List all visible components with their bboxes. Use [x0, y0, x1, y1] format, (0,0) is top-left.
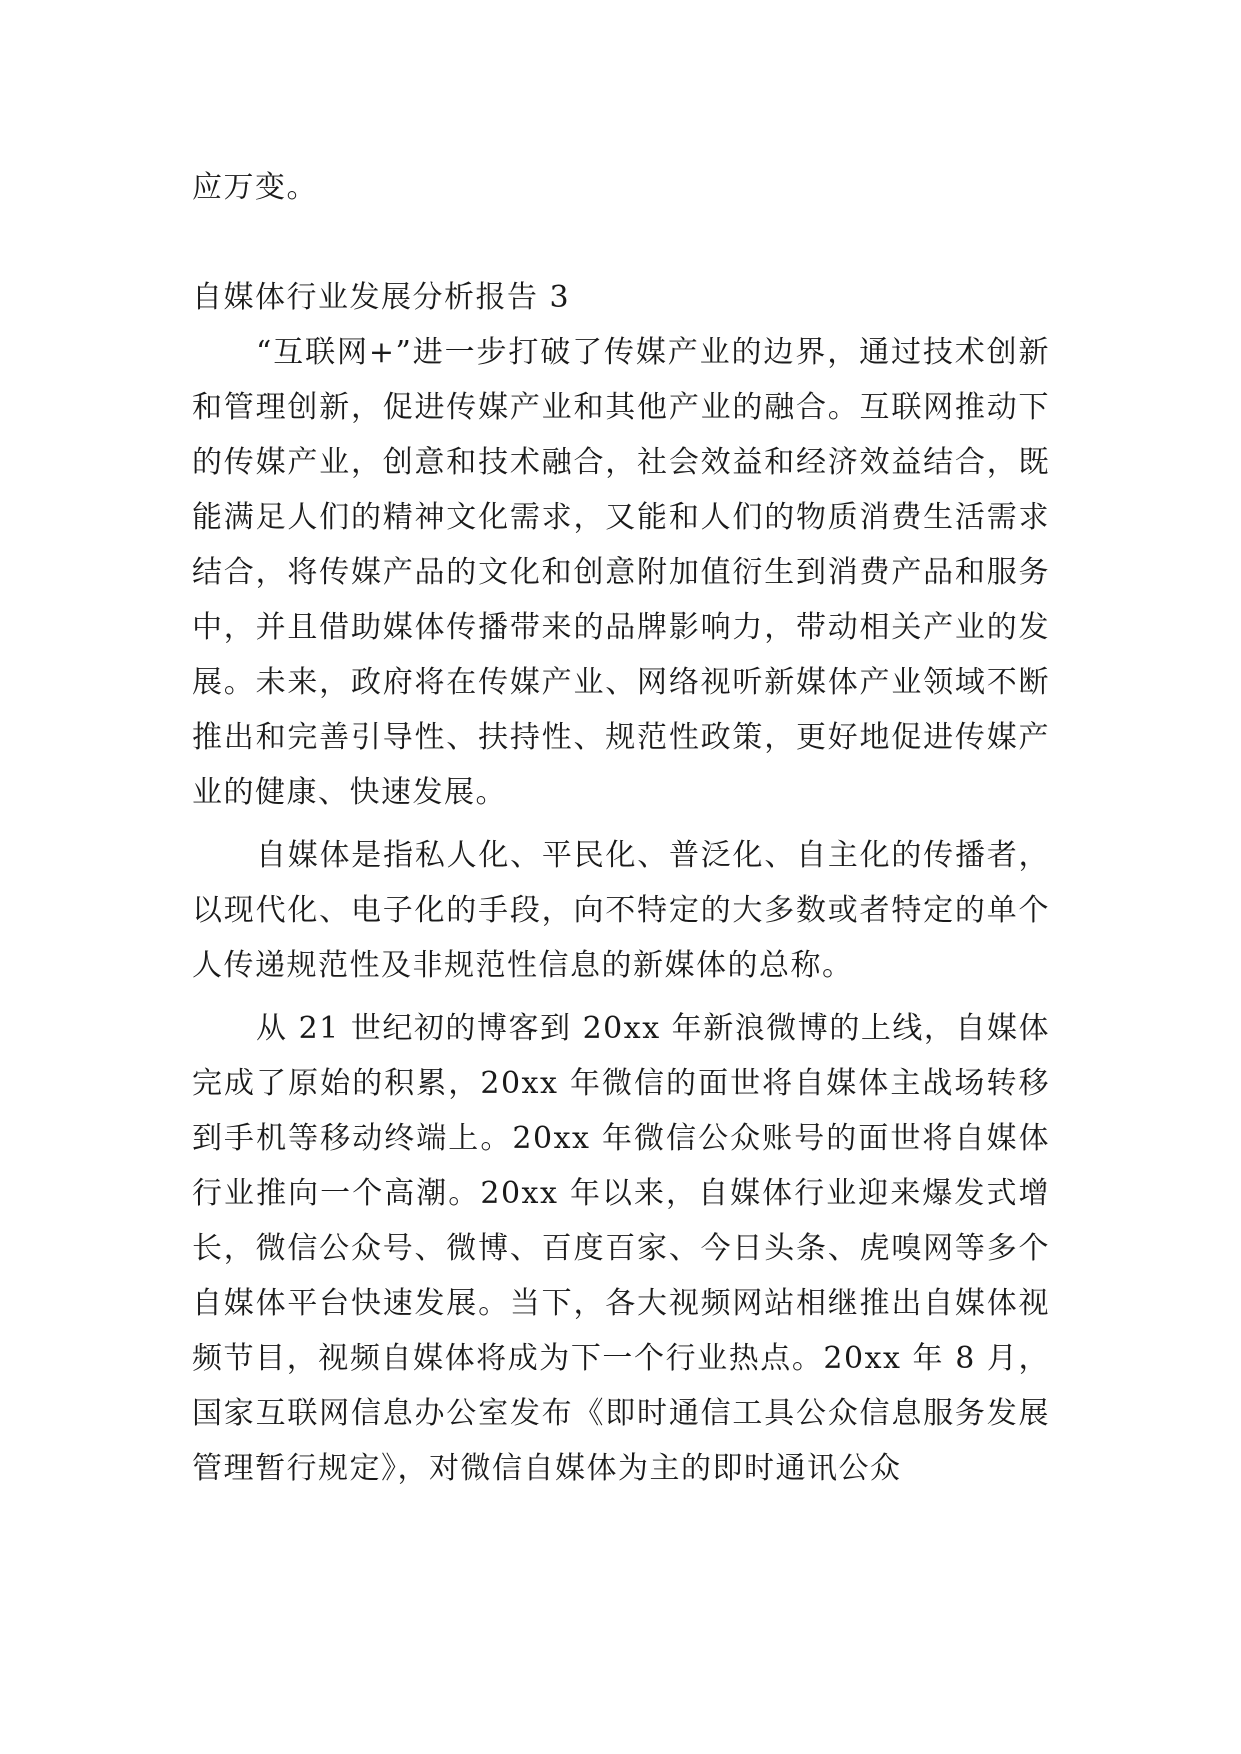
document-body [192, 160, 1050, 1496]
paragraph-internet-plus: “互联网+”进一步打破了传媒产业的边界，通过技术创新和管理创新，促进传媒产业和其他产业的融合。互联网推动下的传媒产业，创意和技术融合，社会效益和经济效益结合，既能满足人们的精神文化需求，又能和人们的物质消费生活需求结合，将传媒产品的文化和创意附加值衍生到消费产品和服务中，并且借助媒体传播带来的品牌影响力，带动相关产业的发展。未来，政府将在传媒产业、网络视听新媒体产业领域不断推出和完善引导性、扶持性、规范性政策，更好地促进传媒产业的健康、快速发展。 [192, 335, 1050, 810]
paragraph-definition: 自媒体是指私人化、平民化、普泛化、自主化的传播者，以现代化、电子化的手段，向不特定的大多数或者特定的单个人传递规范性及非规范性信息的新媒体的总称。 [192, 838, 1050, 983]
paragraph-history: 从 21 世纪初的博客到 20xx 年新浪微博的上线，自媒体完成了原始的积累，20xx 年微信的面世将自媒体主战场转移到手机等移动终端上。20xx 年微信公众账号的面世将自媒体行业推向一个高潮。20xx 年以来，自媒体行业迎来爆发式增长，微信公众号、微博、百度百家、今日头条、虎嗅网等多个自媒体平台快速发展。当下，各大视频网站相继推出自媒体视频节目，视频自媒体将成为下一个行业热点。20xx 年 8 月，国家互联网信息办公室发布《即时通信工具公众信息服务发展管理暂行规定》，对微信自媒体为主的即时通讯公众 [192, 1011, 1050, 1486]
section-title: 自媒体行业发展分析报告 3 [192, 280, 571, 315]
continued-text-fragment: 应万变。 [192, 170, 318, 205]
